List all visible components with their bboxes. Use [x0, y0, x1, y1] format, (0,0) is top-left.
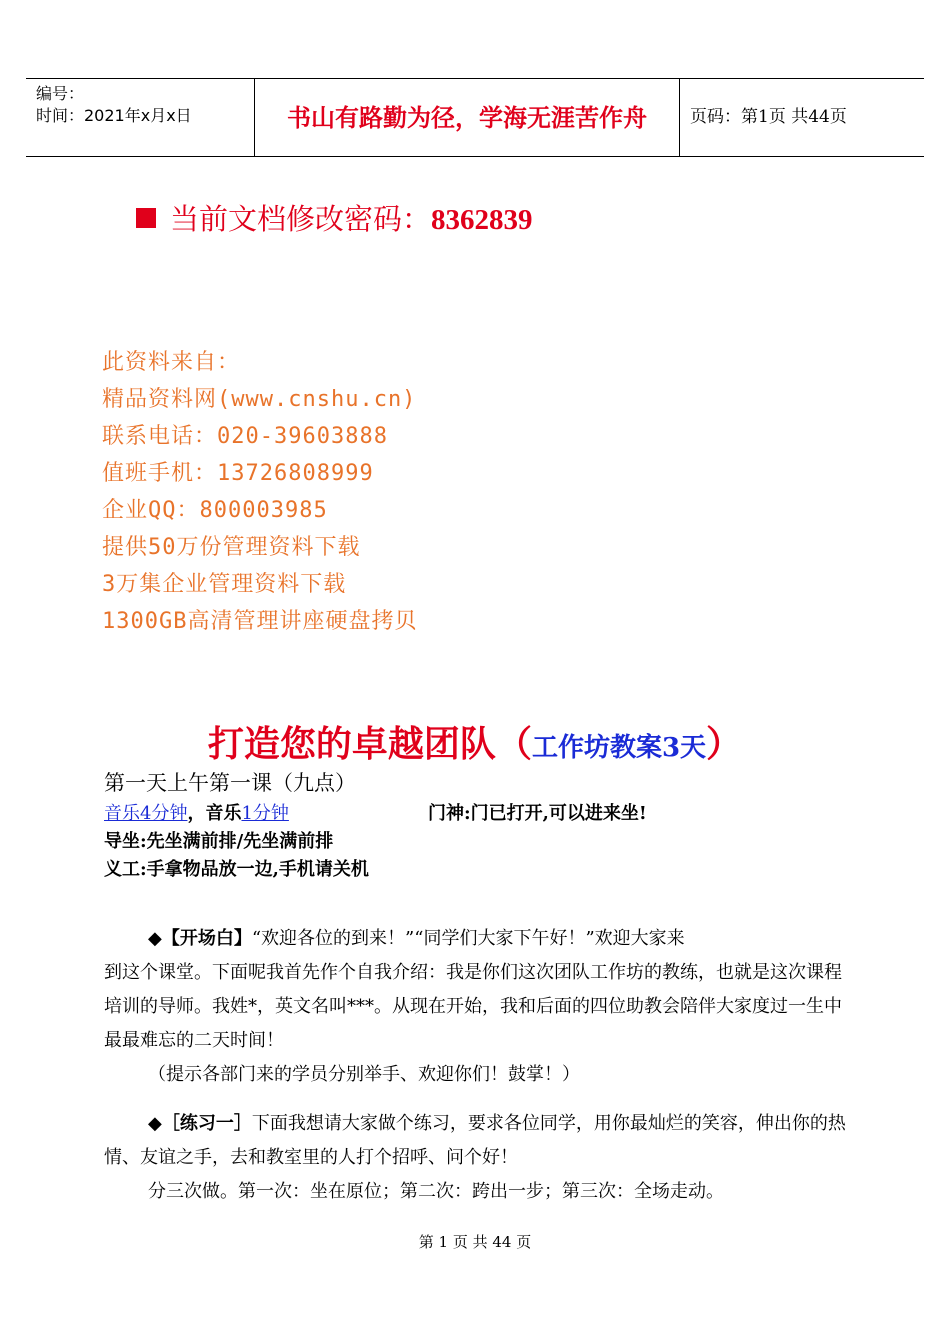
diamond-bullet-icon: ◆ [148, 1113, 162, 1134]
header-motto: 书山有路勤为径，学海无涯苦作舟 [254, 79, 680, 156]
source-line: 提供50万份管理资料下载 [102, 535, 361, 560]
opening-label: 【开场白】 [161, 928, 252, 949]
source-line: 3万集企业管理资料下载 [102, 572, 347, 597]
password-notice [136, 197, 533, 238]
square-bullet-icon [136, 208, 156, 228]
title-sub: 工作坊教案3天 [531, 733, 707, 763]
title-open-paren: （ [495, 723, 532, 765]
source-line: 精品资料网(www.cnshu.cn) [102, 387, 417, 412]
opening-section [104, 922, 849, 1092]
header-page-info: 页码：第1页 共44页 [690, 107, 847, 127]
source-info [102, 344, 417, 640]
password-label: 当前文档修改密码： [170, 202, 432, 236]
opening-body: 到这个课堂。下面呢我首先作个自我介绍：我是你们这次团队工作坊的教练，也就是这次课程培训的导师。我姓*，英文名叫***。从现在开始，我和后面的四位助教会陪伴大家度过一生中最最难忘的二天时间！ [104, 962, 842, 1051]
exercise-label: ［练习一］ [161, 1113, 252, 1134]
volunteer-line: 义工:手拿物品放一边,手机请关机 [104, 859, 369, 880]
header-meta [26, 79, 254, 156]
page-footer: 第 1 页 共 44 页 [418, 1233, 532, 1251]
music-separator: ，音乐 [187, 803, 242, 824]
opening-line1: “欢迎各位的到来！”“同学们大家下午好！”欢迎大家来 [251, 928, 685, 949]
title-main: 打造您的卓越团队 [207, 723, 496, 765]
opening-hint: （提示各部门来的学员分别举手、欢迎你们！鼓掌！） [148, 1064, 580, 1085]
exercise-text: 下面我想请大家做个练习，要求各位同学，用你最灿烂的笑容，伸出你的热情、友谊之手，去和教室里的人打个招呼、问个好！ [104, 1113, 846, 1168]
source-line: 联系电话：020-39603888 [102, 424, 388, 449]
music-link-a[interactable]: 音乐4分钟 [104, 803, 188, 824]
exercise-section [104, 1107, 849, 1209]
door-god-line: 门神:门已打开,可以进来坐! [428, 803, 647, 824]
diamond-bullet-icon: ◆ [148, 928, 162, 949]
source-line: 企业QQ：800003985 [102, 498, 328, 523]
password-value: 8362839 [431, 204, 533, 236]
usher-line: 导坐:先坐满前排/先坐满前排 [104, 831, 334, 852]
source-line: 此资料来自： [102, 350, 241, 375]
source-line: 1300GB高清管理讲座硬盘拷贝 [102, 609, 418, 634]
number-label: 编号： [36, 84, 85, 103]
document-header [26, 78, 924, 157]
music-link-b[interactable]: 1分钟 [241, 803, 289, 824]
exercise-steps: 分三次做。第一次：坐在原位；第二次：跨出一步；第三次：全场走动。 [148, 1181, 724, 1202]
music-line [104, 799, 289, 825]
time-label: 时间：2021年x月x日 [36, 106, 192, 125]
lesson-heading: 第一天上午第一课（九点） [104, 771, 356, 795]
title-close-paren: ） [706, 723, 743, 765]
source-line: 值班手机：13726808999 [102, 461, 374, 486]
document-title [0, 716, 950, 767]
